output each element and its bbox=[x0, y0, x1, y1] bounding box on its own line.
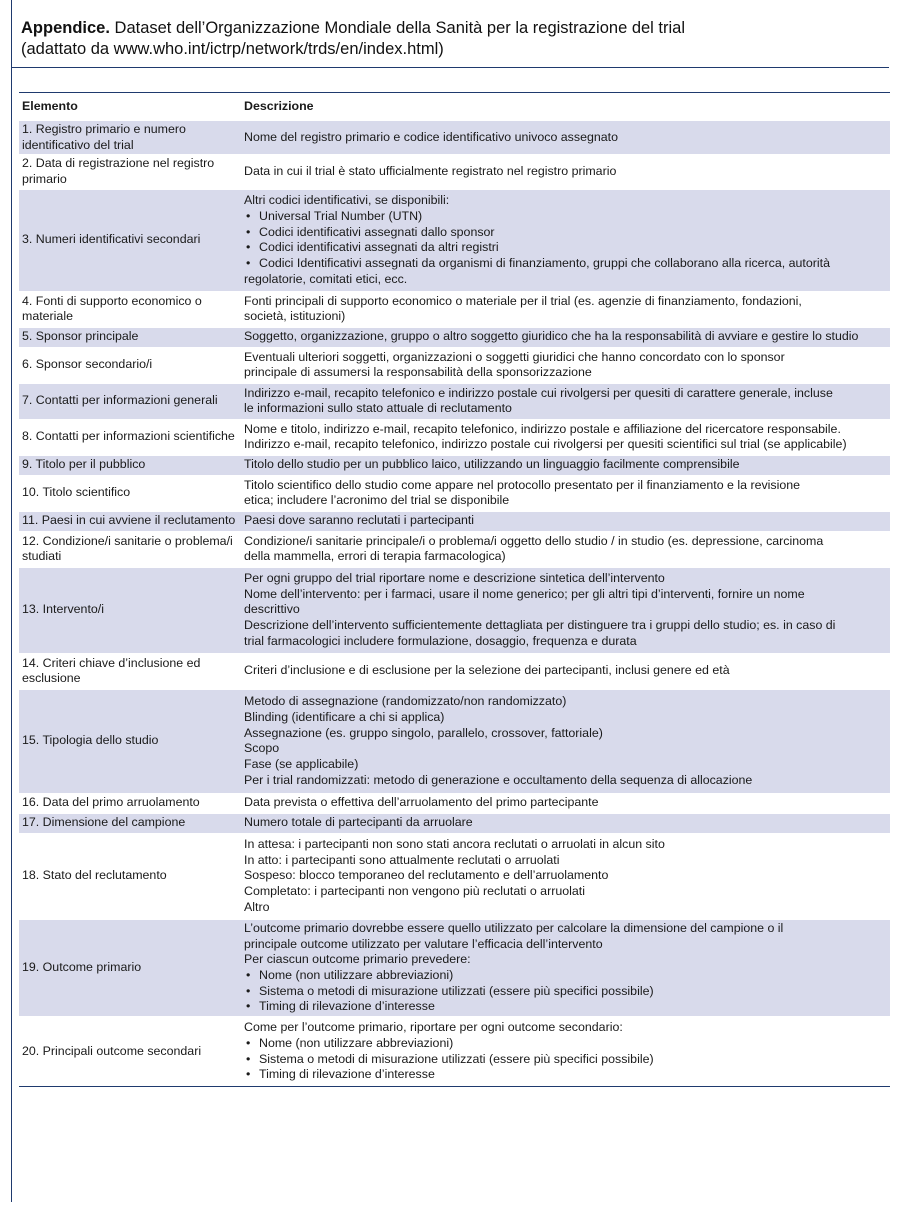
element-label: 20. Principali outcome secondari bbox=[22, 1043, 202, 1058]
table-row bbox=[19, 155, 890, 189]
table-body bbox=[19, 121, 890, 1087]
element-label: 16. Data del primo arruolamento bbox=[22, 795, 200, 810]
caption-divider bbox=[11, 67, 889, 68]
caption-title-line bbox=[21, 18, 881, 39]
description-cell bbox=[241, 653, 890, 689]
description-cell bbox=[241, 121, 890, 155]
element-cell bbox=[19, 347, 241, 383]
description-line: Come per l’outcome primario, riportare per ogni outcome secondario: bbox=[244, 1020, 623, 1035]
description-line: trial farmacologici includere formulazione, dosaggio, frequenza e durata bbox=[244, 633, 637, 648]
description-line: le informazioni sullo stato attuale di reclutamento bbox=[244, 401, 512, 416]
description-line: Metodo di assegnazione (randomizzato/non randomizzato) bbox=[244, 694, 567, 709]
left-vertical-rule bbox=[11, 0, 12, 1202]
element-cell bbox=[19, 475, 241, 511]
description-cell bbox=[241, 567, 890, 653]
description-line: Altro bbox=[244, 899, 270, 914]
description-line: Titolo scientifico dello studio come appare nel protocollo presentato per il finanziamento e la revisione bbox=[244, 477, 801, 492]
description-line: Numero totale di partecipanti da arruolare bbox=[244, 815, 473, 830]
description-line: Indirizzo e-mail, recapito telefonico, indirizzo postale cui rivolgersi per quesiti scientifici sul trial (se applicabile) bbox=[244, 437, 847, 452]
element-label: 19. Outcome primario bbox=[22, 960, 142, 975]
description-line: principale di assumersi la responsabilità della sponsorizzazione bbox=[244, 365, 592, 380]
description-cell bbox=[241, 1017, 890, 1087]
table-row bbox=[19, 189, 890, 291]
description-cell bbox=[241, 813, 890, 833]
element-label: 6. Sponsor secondario/i bbox=[22, 357, 153, 372]
description-cell bbox=[241, 347, 890, 383]
description-line: In attesa: i partecipanti non sono stati ancora reclutati o arruolati in alcun sito bbox=[244, 837, 665, 852]
caption-title: Dataset dell’Organizzazione Mondiale della Sanità per la registrazione del trial bbox=[114, 19, 686, 37]
description-line: principale outcome utilizzato per valutare l’efficacia dell’intervento bbox=[244, 936, 603, 951]
table-row bbox=[19, 419, 890, 455]
element-cell bbox=[19, 419, 241, 455]
element-cell bbox=[19, 919, 241, 1016]
description-cell bbox=[241, 327, 890, 347]
description-line: Nome dell’intervento: per i farmaci, usare il nome generico; per gli altri tipi d’interventi, fornire un nome bbox=[244, 586, 805, 601]
table-row bbox=[19, 347, 890, 383]
element-label: 8. Contatti per informazioni scientifiche bbox=[22, 429, 235, 444]
description-cell bbox=[241, 793, 890, 813]
table-row bbox=[19, 813, 890, 833]
element-cell bbox=[19, 567, 241, 653]
header-description: Descrizione bbox=[244, 99, 314, 114]
element-label: 4. Fonti di supporto economico o materiale bbox=[22, 293, 202, 324]
table-row bbox=[19, 531, 890, 567]
element-label: 12. Condizione/i sanitarie o problema/i studiati bbox=[22, 533, 233, 564]
description-bullet-item: • Codici identificativi assegnati dallo sponsor bbox=[244, 225, 887, 241]
element-label: 18. Stato del reclutamento bbox=[22, 868, 167, 883]
table-row bbox=[19, 793, 890, 813]
element-label: 13. Intervento/i bbox=[22, 602, 104, 617]
element-label: 15. Tipologia dello studio bbox=[22, 733, 159, 748]
description-line: Per i trial randomizzati: metodo di generazione e occultamento della sequenza di allocazione bbox=[244, 772, 753, 787]
table-row bbox=[19, 919, 890, 1016]
description-bullet-item: • Sistema o metodi di misurazione utilizzati (essere più specifici possibile) bbox=[244, 984, 887, 1000]
description-bullet-item: • Nome (non utilizzare abbreviazioni) bbox=[244, 968, 887, 984]
description-line: società, istituzioni) bbox=[244, 309, 346, 324]
element-cell bbox=[19, 813, 241, 833]
element-label: 7. Contatti per informazioni generali bbox=[22, 393, 218, 408]
caption-label: Appendice. bbox=[21, 19, 110, 37]
element-cell bbox=[19, 511, 241, 531]
element-cell bbox=[19, 689, 241, 793]
description-line: Soggetto, organizzazione, gruppo o altro soggetto giuridico che ha la responsabilità di avviare e gestire lo studio bbox=[244, 329, 859, 344]
caption-source: (adattato da www.who.int/ictrp/network/trds/en/index.html) bbox=[21, 40, 444, 58]
description-line: Eventuali ulteriori soggetti, organizzazioni o soggetti giuridici che hanno concordato con lo sponsor bbox=[244, 349, 785, 364]
description-line: Criteri d’inclusione e di esclusione per la selezione dei partecipanti, inclusi genere ed età bbox=[244, 663, 730, 678]
description-cell bbox=[241, 531, 890, 567]
description-bullet-item: • Codici identificativi assegnati da altri registri bbox=[244, 240, 887, 256]
description-line: Scopo bbox=[244, 741, 280, 756]
description-bullet-item: • Universal Trial Number (UTN) bbox=[244, 209, 887, 225]
description-cell bbox=[241, 189, 890, 291]
table-row bbox=[19, 689, 890, 793]
element-label: 10. Titolo scientifico bbox=[22, 485, 131, 500]
description-line: Data in cui il trial è stato ufficialmente registrato nel registro primario bbox=[244, 164, 617, 179]
table-row bbox=[19, 567, 890, 653]
description-bullet-item: • Timing di rilevazione d’interesse bbox=[244, 1067, 887, 1083]
table-row bbox=[19, 653, 890, 689]
description-line: Sospeso: blocco temporaneo del reclutamento e dell’arruolamento bbox=[244, 868, 609, 883]
element-cell bbox=[19, 155, 241, 189]
description-line: Per ciascun outcome primario prevedere: bbox=[244, 952, 471, 967]
description-line: Altri codici identificativi, se disponibili: bbox=[244, 193, 450, 208]
element-label: 5. Sponsor principale bbox=[22, 329, 139, 344]
element-cell bbox=[19, 833, 241, 919]
element-cell bbox=[19, 455, 241, 475]
element-cell bbox=[19, 327, 241, 347]
element-label: 14. Criteri chiave d’inclusione ed esclusione bbox=[22, 655, 201, 686]
description-line: della mammella, errori di terapia farmacologica) bbox=[244, 549, 506, 564]
element-label: 11. Paesi in cui avviene il reclutamento bbox=[22, 513, 236, 528]
element-cell bbox=[19, 1017, 241, 1087]
description-cell bbox=[241, 383, 890, 419]
table-row bbox=[19, 511, 890, 531]
description-line: Condizione/i sanitarie principale/i o problema/i oggetto dello studio / in studio (es. depressione, carcinoma bbox=[244, 533, 824, 548]
description-cell bbox=[241, 455, 890, 475]
description-cell bbox=[241, 919, 890, 1016]
element-cell bbox=[19, 383, 241, 419]
description-line: Nome e titolo, indirizzo e-mail, recapito telefonico, indirizzo postale e affiliazione del ricercatore responsabile. bbox=[244, 421, 841, 436]
description-line: Fonti principali di supporto economico o materiale per il trial (es. agenzie di finanziamento, fondazioni, bbox=[244, 293, 802, 308]
description-line: In atto: i partecipanti sono attualmente reclutati o arruolati bbox=[244, 852, 560, 867]
appendix-caption bbox=[21, 18, 881, 60]
description-line: Indirizzo e-mail, recapito telefonico e indirizzo postale cui rivolgersi per quesiti di carattere generale, incluse bbox=[244, 385, 833, 400]
element-cell bbox=[19, 531, 241, 567]
header-element: Elemento bbox=[22, 99, 78, 114]
description-cell bbox=[241, 291, 890, 327]
description-cell bbox=[241, 155, 890, 189]
table-row bbox=[19, 1017, 890, 1087]
table-row bbox=[19, 327, 890, 347]
table-header-row bbox=[19, 93, 890, 121]
element-label: 1. Registro primario e numero identificativo del trial bbox=[22, 122, 186, 152]
description-line: Blinding (identificare a chi si applica) bbox=[244, 709, 445, 724]
description-bullet-item: • Sistema o metodi di misurazione utilizzati (essere più specifici possibile) bbox=[244, 1052, 887, 1068]
description-line: Nome del registro primario e codice identificativo univoco assegnato bbox=[244, 129, 618, 144]
element-cell bbox=[19, 121, 241, 155]
description-cell bbox=[241, 419, 890, 455]
description-line: Descrizione dell’intervento sufficientemente dettagliata per distinguere tra i gruppi dello studio; es. in caso di bbox=[244, 618, 836, 633]
description-line: etica; includere l’acronimo del trial se disponibile bbox=[244, 493, 510, 508]
table-row bbox=[19, 121, 890, 155]
description-bullet-item: • Nome (non utilizzare abbreviazioni) bbox=[244, 1036, 887, 1052]
who-dataset-table bbox=[19, 92, 890, 1087]
table-row bbox=[19, 475, 890, 511]
description-bullet-item: • Codici Identificativi assegnati da organismi di finanziamento, gruppi che collaborano alla ricerca, autorità bbox=[244, 256, 887, 272]
description-cell bbox=[241, 475, 890, 511]
table-row bbox=[19, 291, 890, 327]
description-line: L’outcome primario dovrebbe essere quello utilizzato per calcolare la dimensione del campione o il bbox=[244, 920, 784, 935]
element-cell bbox=[19, 793, 241, 813]
element-label: 9. Titolo per il pubblico bbox=[22, 457, 146, 472]
table-row bbox=[19, 833, 890, 919]
description-cell bbox=[241, 689, 890, 793]
description-line: regolatorie, comitati etici, ecc. bbox=[244, 271, 408, 286]
table-row bbox=[19, 455, 890, 475]
description-cell bbox=[241, 833, 890, 919]
description-line: Completato: i partecipanti non vengono più reclutati o arruolati bbox=[244, 884, 585, 899]
element-label: 2. Data di registrazione nel registro primario bbox=[22, 156, 215, 187]
description-cell bbox=[241, 511, 890, 531]
description-line: Titolo dello studio per un pubblico laico, utilizzando un linguaggio facilmente comprensibile bbox=[244, 457, 740, 472]
description-line: Data prevista o effettiva dell’arruolamento del primo partecipante bbox=[244, 795, 599, 810]
element-cell bbox=[19, 291, 241, 327]
description-bullet-item: • Timing di rilevazione d’interesse bbox=[244, 999, 887, 1015]
description-line: Per ogni gruppo del trial riportare nome e descrizione sintetica dell’intervento bbox=[244, 571, 665, 586]
description-line: Assegnazione (es. gruppo singolo, parallelo, crossover, fattoriale) bbox=[244, 725, 603, 740]
description-line: Fase (se applicabile) bbox=[244, 757, 359, 772]
description-line: descrittivo bbox=[244, 602, 300, 617]
table-row bbox=[19, 383, 890, 419]
element-label: 3. Numeri identificativi secondari bbox=[22, 232, 201, 247]
element-cell bbox=[19, 189, 241, 291]
element-cell bbox=[19, 653, 241, 689]
description-line: Paesi dove saranno reclutati i partecipanti bbox=[244, 513, 475, 528]
element-label: 17. Dimensione del campione bbox=[22, 815, 186, 830]
